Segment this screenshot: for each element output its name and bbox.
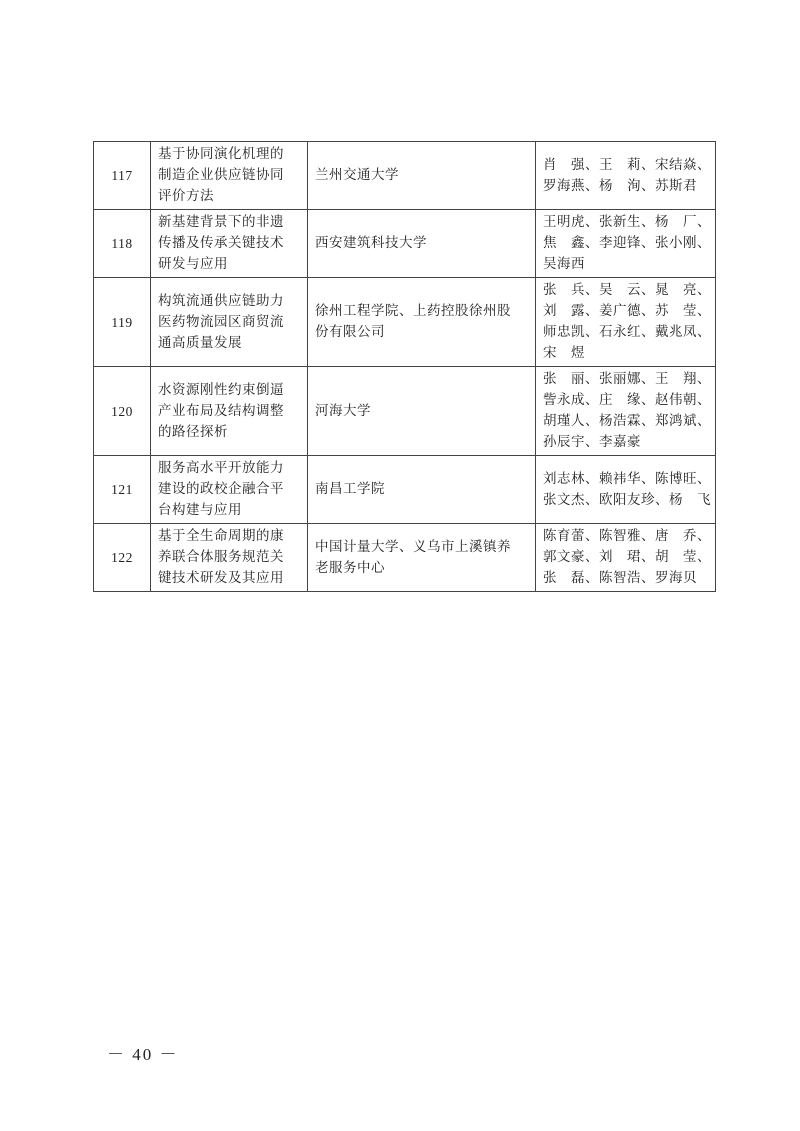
project-title-cell <box>151 210 308 278</box>
project-title-cell <box>151 367 308 456</box>
contributors-cell <box>536 278 716 367</box>
project-number-cell: 122 <box>94 524 151 592</box>
contributors-line: 张 兵、吴 云、晁 亮、 <box>543 282 711 298</box>
project-title-cell <box>151 524 308 592</box>
organization-line: 南昌工学院 <box>315 481 385 497</box>
project-title-line: 构筑流通供应链助力 <box>158 292 284 309</box>
project-title-line: 制造企业供应链协同 <box>158 167 284 183</box>
contributors-line: 师忠凯、石永红、戴兆凤、 <box>543 324 711 340</box>
project-title-cell <box>151 278 308 367</box>
project-title-line: 基于全生命周期的康 <box>158 528 284 544</box>
contributors-line: 刘 露、姜广德、苏 莹、 <box>543 303 711 319</box>
project-title-line: 医药物流园区商贸流 <box>158 313 284 330</box>
table-body <box>94 142 716 592</box>
contributors-line: 訾永成、庄 缘、赵伟朝、 <box>543 392 711 408</box>
contributors-line: 王明虎、张新生、杨 厂、 <box>543 214 711 230</box>
organization-line: 河海大学 <box>315 402 371 419</box>
organization-cell <box>308 456 536 524</box>
contributors-line: 张文杰、欧阳友珍、杨 飞 <box>543 491 711 508</box>
project-number-cell: 119 <box>94 278 151 367</box>
project-title-line: 台构建与应用 <box>158 502 242 518</box>
project-title-cell <box>151 142 308 210</box>
project-title-line: 基于协同演化机理的 <box>158 146 284 162</box>
table-row <box>94 524 716 592</box>
table-row <box>94 142 716 210</box>
project-title-line: 的路径探析 <box>158 423 228 440</box>
organization-line: 中国计量大学、义乌市上溪镇养 <box>315 538 511 555</box>
contributors-line: 郭文豪、刘 珺、胡 莹、 <box>543 549 711 565</box>
table-row <box>94 456 716 524</box>
organization-cell <box>308 367 536 456</box>
table-row <box>94 278 716 367</box>
table-row <box>94 210 716 278</box>
project-title-line: 服务高水平开放能力 <box>158 460 284 476</box>
project-number-cell: 121 <box>94 456 151 524</box>
project-number-cell: 117 <box>94 142 151 210</box>
contributors-line: 刘志林、赖祎华、陈博旺、 <box>543 470 711 487</box>
project-title-line: 新基建背景下的非遗 <box>158 214 284 230</box>
contributors-line: 张 丽、张丽娜、王 翔、 <box>543 371 711 387</box>
contributors-cell <box>536 210 716 278</box>
project-title-line: 水资源刚性约束倒逼 <box>158 381 284 398</box>
project-title-line: 评价方法 <box>158 188 214 204</box>
project-title-line: 产业布局及结构调整 <box>158 402 284 419</box>
project-number-cell: 118 <box>94 210 151 278</box>
organization-line: 西安建筑科技大学 <box>315 235 427 251</box>
organization-cell <box>308 278 536 367</box>
award-project-table <box>93 141 716 592</box>
contributors-cell <box>536 524 716 592</box>
organization-line: 老服务中心 <box>315 559 385 576</box>
page-number: － 40 － <box>107 1045 179 1064</box>
contributors-line: 罗海燕、杨 洵、苏斯君 <box>543 177 697 194</box>
organization-cell <box>308 210 536 278</box>
organization-cell <box>308 142 536 210</box>
project-title-cell <box>151 456 308 524</box>
project-title-line: 建设的政校企融合平 <box>158 481 284 497</box>
project-title-line: 键技术研发及其应用 <box>158 570 284 586</box>
project-title-line: 通高质量发展 <box>158 334 242 351</box>
organization-line: 兰州交通大学 <box>315 167 399 183</box>
contributors-line: 张 磊、陈智浩、罗海贝 <box>543 570 697 586</box>
project-title-line: 研发与应用 <box>158 256 228 272</box>
project-title-line: 养联合体服务规范关 <box>158 549 284 565</box>
contributors-cell <box>536 142 716 210</box>
organization-cell <box>308 524 536 592</box>
contributors-line: 肖 强、王 莉、宋结焱、 <box>543 156 711 173</box>
contributors-line: 焦 鑫、李迎锋、张小刚、 <box>543 235 711 251</box>
contributors-line: 陈育蕾、陈智雅、唐 乔、 <box>543 528 711 544</box>
contributors-line: 吴海西 <box>543 256 585 272</box>
organization-line: 徐州工程学院、上药控股徐州股 <box>315 303 511 319</box>
contributors-line: 胡瑾人、杨浩霖、郑鸿斌、 <box>543 413 711 429</box>
contributors-cell <box>536 367 716 456</box>
contributors-cell <box>536 456 716 524</box>
organization-line: 份有限公司 <box>315 324 385 340</box>
project-number-cell: 120 <box>94 367 151 456</box>
contributors-line: 宋 煜 <box>543 345 585 361</box>
project-title-line: 传播及传承关键技术 <box>158 235 284 251</box>
contributors-line: 孙辰宇、李嘉豪 <box>543 434 641 450</box>
table-row <box>94 367 716 456</box>
